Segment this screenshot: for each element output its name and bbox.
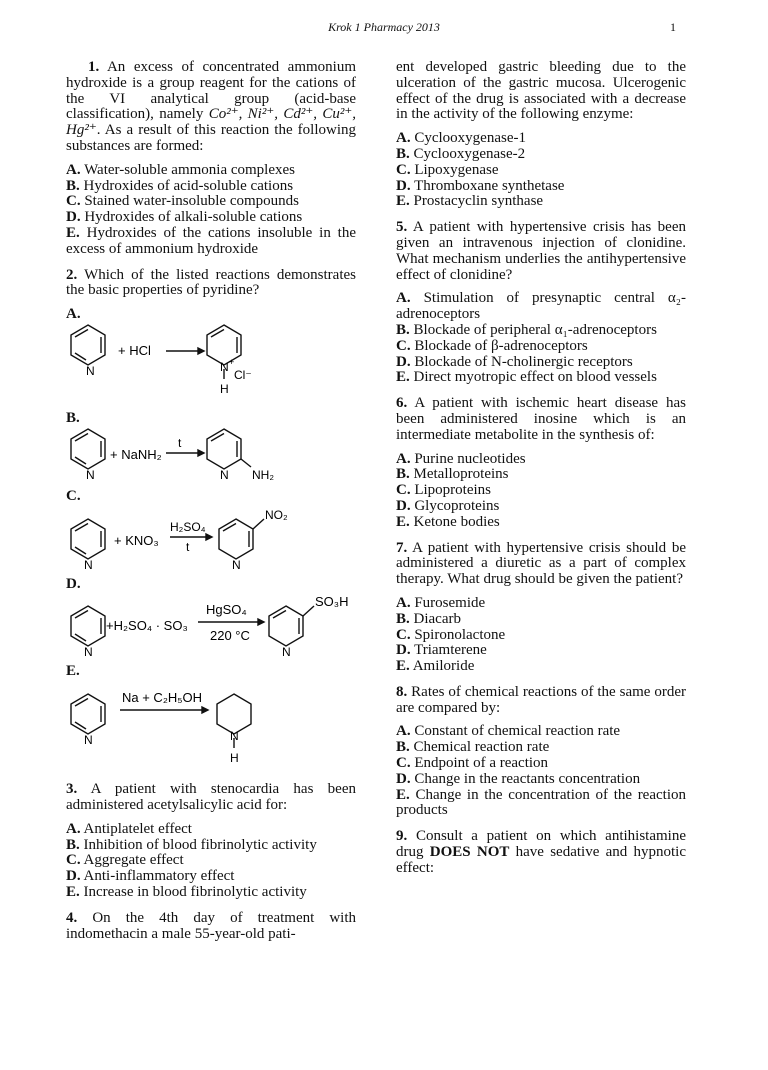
question-number: 8.: [396, 683, 408, 700]
option: B. Blockade of peripheral α₁-adrenoceptors: [396, 321, 657, 338]
option: E. Ketone bodies: [396, 513, 500, 530]
question-2: [66, 268, 356, 300]
option: E. Hydroxides of the cations insoluble in the excess of ammonium hydroxide: [66, 224, 357, 257]
condition-bottom: t: [186, 539, 190, 554]
question-text: A patient with hypertensive crisis should be administered a diuretic as a part of complex therapy. What drug should be given the patient?: [396, 539, 686, 588]
option: D. Blockade of N-cholinergic receptors: [396, 353, 633, 370]
reagent-label: + NaNH₂: [110, 446, 162, 462]
option: E. Direct myotropic effect on blood vessels: [396, 369, 657, 386]
options-q4: [396, 131, 686, 210]
option: C. Spironolactone: [396, 626, 506, 643]
reagent-label: + HCl: [118, 342, 151, 358]
n-atom: N: [84, 645, 93, 659]
option: D. Glycoproteins: [396, 497, 500, 514]
reaction-e-diagram: [66, 680, 356, 770]
reaction-a-label: A.: [66, 306, 81, 323]
option: E. Increase in blood fibrinolytic activity: [66, 883, 307, 900]
option: A. Water-soluble ammonia complexes: [66, 161, 296, 178]
n-atom: N: [86, 363, 95, 378]
question-number: 6.: [396, 395, 408, 412]
substituent: SO₃H: [315, 594, 349, 610]
reaction-d-label: D.: [66, 575, 81, 592]
condition-top: H₂SO₄: [170, 519, 206, 534]
option: C. Blockade of β-adrenoceptors: [396, 337, 588, 354]
reaction-c-diagram: [66, 505, 356, 571]
question-number: 5.: [396, 219, 408, 236]
n-atom: N: [282, 645, 291, 659]
h-atom: H: [220, 381, 229, 396]
h-atom: H: [230, 751, 239, 766]
question-4-continued: [396, 60, 686, 123]
question-text-end: . As a result of this reaction the following substances are formed:: [66, 122, 356, 154]
question-text-end: have sedative and hypnotic effect:: [396, 844, 687, 876]
condition-top: t: [178, 435, 182, 450]
option: C. Lipoproteins: [396, 482, 491, 499]
n-atom: N: [84, 557, 93, 571]
question-text-continued: ent developed gastric bleeding due to the ulceration of the gastric mucosa. Ulcerogenic effect of the drug is associated with a decrease in the activity of the following enzyme:: [396, 59, 686, 123]
option: D. Hydroxides of alkali-soluble cations: [66, 209, 303, 226]
option: D. Anti-inflammatory effect: [66, 868, 235, 885]
running-title: Krok 1 Pharmacy 2013: [328, 20, 440, 34]
option: C. Aggregate effect: [66, 852, 184, 869]
reagent-label: +H₂SO₄ · SO₃: [106, 618, 188, 634]
question-text: A patient with hypertensive crisis has been given an intravenous injection of clonidine. What mechanism underlies the antihypertensive effect of clonidine?: [396, 219, 686, 283]
option: B. Metalloproteins: [396, 466, 509, 483]
condition-bottom: 220 °C: [210, 628, 250, 644]
right-column: [396, 60, 686, 885]
n-atom: N: [84, 733, 93, 748]
option: B. Inhibition of blood fibrinolytic activity: [66, 836, 317, 853]
option: B. Cyclooxygenase-2: [396, 145, 526, 162]
option: E. Change in the concentration of the reaction products: [396, 786, 686, 819]
emphasis: DOES NOT: [429, 844, 510, 861]
question-number: 9.: [396, 828, 408, 845]
question-7: [396, 541, 686, 588]
option: E. Amiloride: [396, 658, 475, 675]
reaction-d-diagram: [66, 592, 356, 658]
page-header: [0, 20, 768, 40]
option: B. Chemical reaction rate: [396, 739, 550, 756]
n-atom: N: [220, 467, 229, 482]
question-8: [396, 685, 686, 717]
svg-text:+: +: [229, 356, 235, 367]
option: D. Change in the reactants concentration: [396, 770, 641, 787]
counter-ion: Cl⁻: [234, 367, 252, 382]
options-q8: [396, 724, 686, 819]
question-number: 3.: [66, 781, 78, 798]
question-9: [396, 829, 686, 876]
condition-top: HgSO₄: [206, 602, 247, 618]
question-number: 4.: [66, 909, 78, 926]
option: C. Stained water-insoluble compounds: [66, 193, 300, 210]
question-number: 2.: [66, 266, 78, 283]
option: A. Furosemide: [396, 594, 486, 611]
options-q1: [66, 163, 356, 258]
condition-top: Na + C₂H₅OH: [122, 690, 202, 706]
option: D. Triamterene: [396, 642, 487, 659]
option: A. Antiplatelet effect: [66, 820, 192, 837]
question-number: 1.: [88, 59, 100, 75]
reaction-b-diagram: [66, 427, 356, 483]
n-atom: N: [232, 557, 241, 571]
n-atom: N: [220, 359, 229, 374]
question-5: [396, 220, 686, 283]
question-text: Consult a patient on which antihistamine drug: [396, 828, 686, 861]
reaction-c-label: C.: [66, 487, 81, 504]
question-number: 7.: [396, 539, 408, 556]
question-4: [66, 911, 356, 943]
option: B. Diacarb: [396, 610, 461, 627]
n-atom: N: [230, 729, 239, 744]
options-q3: [66, 822, 356, 901]
option: B. Hydroxides of acid-soluble cations: [66, 177, 294, 194]
question-text: A patient with stenocardia has been administered acetylsalicylic acid for:: [66, 781, 356, 813]
substituent: NH₂: [252, 467, 274, 482]
options-q5: [396, 291, 686, 386]
question-text: An excess of concentrated ammonium hydroxide is a group reagent for the cations of the VI analytical group (acid-base classification), namely: [66, 59, 356, 123]
option: A. Stimulation of presynaptic central α₂-adrenoceptors: [396, 290, 687, 323]
question-text-start: On the 4th day of treatment with indomethacin a male 55-year-old pati-: [66, 909, 357, 942]
option: C. Lipoxygenase: [396, 161, 499, 178]
question-text: Rates of chemical reactions of the same order are compared by:: [396, 683, 686, 716]
question-3: [66, 782, 356, 814]
left-column: [66, 60, 356, 950]
page-number: 1: [670, 20, 676, 34]
n-atom: N: [86, 467, 95, 482]
reaction-e-label: E.: [66, 663, 80, 680]
option: A. Cyclooxygenase-1: [396, 130, 526, 147]
options-q7: [396, 596, 686, 675]
option: A. Constant of chemical reaction rate: [396, 723, 621, 740]
substituent: NO₂: [265, 507, 288, 522]
options-q6: [396, 452, 686, 531]
question-text: A patient with ischemic heart disease has been administered inosine which is an intermediate metabolite in the synthesis of:: [396, 395, 686, 443]
option: A. Purine nucleotides: [396, 450, 526, 467]
reaction-a-diagram: [66, 323, 356, 405]
question-1: [66, 60, 356, 155]
ion-list: Co²⁺, Ni²⁺, Cd²⁺, Cu²⁺, Hg²⁺: [66, 106, 356, 139]
reagent-label: + KNO₃: [114, 532, 159, 548]
option: C. Endpoint of a reaction: [396, 755, 549, 772]
question-6: [396, 396, 686, 443]
reaction-b-label: B.: [66, 409, 80, 426]
option: E. Prostacyclin synthase: [396, 193, 544, 210]
option: D. Thromboxane synthetase: [396, 177, 565, 194]
question-text: Which of the listed reactions demonstrates the basic properties of pyridine?: [66, 266, 357, 299]
